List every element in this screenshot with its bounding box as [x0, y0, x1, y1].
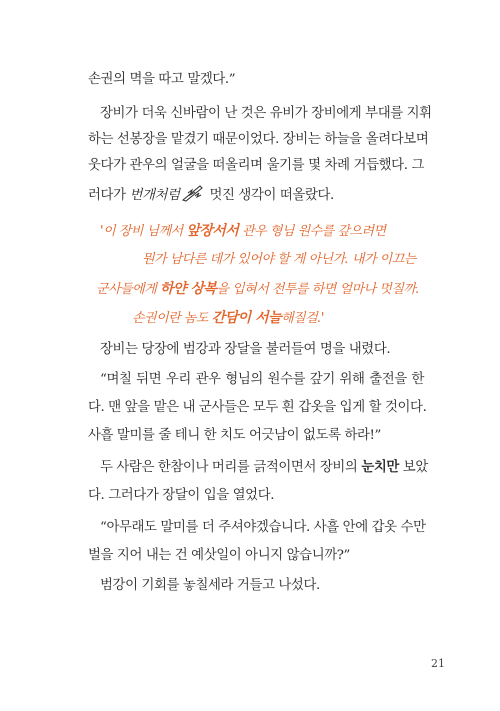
text-line: 다. 그러다가 장달이 입을 열었다.: [88, 488, 275, 503]
bold-phrase: 눈치만: [361, 460, 399, 475]
text-line: 사흘 말미를 줄 테니 한 치도 어긋남이 없도록 하라!”: [88, 428, 381, 443]
thought-quote-line: 군사들에게 하얀 상복을 입혀서 전투를 하면 얼마나 멋질까.: [96, 281, 420, 297]
text-line: “아무래도 말미를 더 주셔야겠습니다. 사흘 안에 갑옷 수만: [100, 520, 426, 535]
lightning-pen-doodle-icon: [180, 183, 206, 203]
text-line: 장비는 당장에 범강과 장달을 불러들여 명을 내렸다.: [100, 342, 391, 357]
text-line: 범강이 기회를 놓칠세라 거들고 나섰다.: [100, 578, 320, 593]
thought-quote-line: 손권이란 놈도 간담이 서늘해질걸.': [132, 310, 325, 326]
text-line: 장비가 더욱 신바람이 난 것은 유비가 장비에게 부대를 지휘: [100, 106, 432, 121]
thought-quote-line: 뭔가 남다른 데가 있어야 할 게 아닌가. 내가 이끄는: [142, 252, 416, 267]
text-line: 두 사람은 한참이나 머리를 긁적이면서 장비의 눈치만 보았: [100, 460, 428, 475]
text-line: 다. 맨 앞을 맡은 내 군사들은 모두 흰 갑옷을 입게 할 것이다.: [88, 400, 427, 415]
text-line: 러다가 번개처럼 멋진 생각이 떠올랐다.: [88, 183, 424, 206]
text-line: 벌을 지어 내는 건 예삿일이 아니지 않습니까?”: [88, 548, 350, 563]
text-line: 손권의 멱을 따고 말겠다.”: [88, 72, 236, 87]
page-number: 21: [431, 657, 445, 670]
thought-quote-line: '이 장비 님께서 앞장서서 관우 형님 원수를 갚으려면: [100, 223, 386, 239]
text-line: 하는 선봉장을 맡겼기 때문이었다. 장비는 하늘을 올려다보며: [88, 132, 429, 147]
text-line: “며칠 뒤면 우리 관우 형님의 원수를 갚기 위해 출전을 한: [100, 372, 424, 387]
italic-phrase: 번개처럼: [129, 188, 180, 203]
text-line: 웃다가 관우의 얼굴을 떠올리며 울기를 몇 차례 거듭했다. 그: [88, 158, 424, 173]
